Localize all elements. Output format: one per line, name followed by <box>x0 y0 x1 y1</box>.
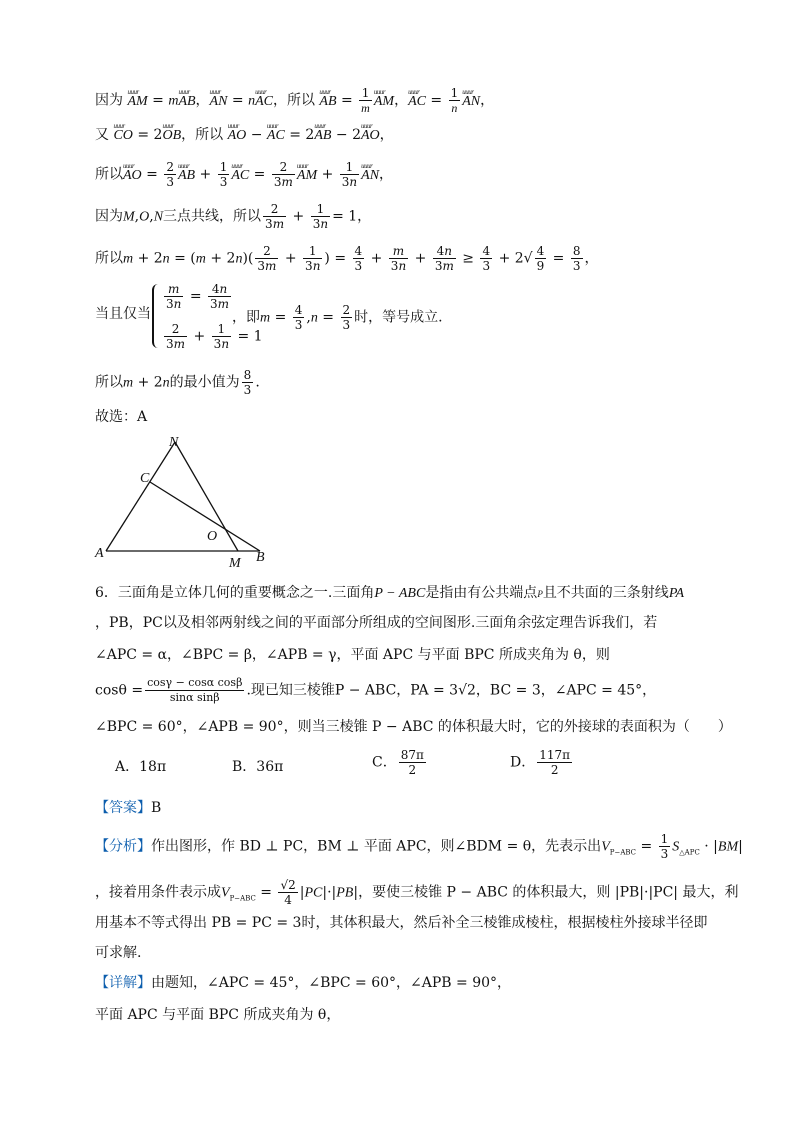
q6-line-2: ，PB，PC以及相邻两射线之间的平面部分所组成的空间图形.三面角余弦定理告诉我们，若 <box>95 615 658 631</box>
solution-line-5: 所以m + 2n = (m + 2n)( $\frac{2}{3m}$ + $\frac{1}{3n}$ ) = $\frac{4}{3}$ + $\frac{m}{3n}$ + $\frac{4n}{3m}$ ≥ $\frac{4}{3}$ + 2√ $\frac{4}{9}$ = $\frac{8}{3}$ ， <box>95 244 599 273</box>
detail-line-1: 【详解】由题知，∠APC = 45°，∠BPC = 60°，∠APB = 90°， <box>95 975 512 991</box>
analysis-line-2: ，接着用条件表示成$V_{P-ABC}$ = $\frac{√2}{4}$ |PC|·|PB|，要使三棱锥 P − ABC 的体积最大，则 |PB|·|PC| 最大，利 <box>95 878 739 907</box>
segment-AN <box>106 442 175 551</box>
system-eq-1: $\frac{m}{3n}$ = $\frac{4n}{3m}$ <box>166 282 230 311</box>
system-brace <box>152 284 162 348</box>
option-a[interactable]: A．18π <box>115 759 167 775</box>
solution-line-3: 所以uuur AO = $\frac{2}{3}$ uuur AB + $\frac{1}{3}$ uuur AC = $\frac{2}{3m}$ uuur AM + $\frac{1}{3n}$ uuur AN， <box>95 160 393 189</box>
option-d[interactable]: D． $\frac{117\pi}{2}$ <box>510 748 571 777</box>
solution-line-1: 因为 uuur AM = muuur AB，uuur AN = nuuur AC，所以 uuur AB = $\frac{1}{m}$ uuur AM，uuur AC = $\frac{1}{n}$ uuur AN， <box>95 86 494 115</box>
solution-line-4: 因为M,O,N三点共线，所以 $\frac{2}{3m}$ + $\frac{1}{3n}$ = 1， <box>95 202 372 231</box>
detail-tag: 【详解】 <box>95 975 151 991</box>
label-A: A <box>95 546 104 561</box>
analysis-line-1: 【分析】作出图形，作 BD ⊥ PC，BM ⊥ 平面 APC，则∠BDM = θ，先表示出$V_{P-ABC}$ = $\frac{1}{3}$ $S_{\triangle APC} \cdot |BM|$ <box>95 832 743 861</box>
solution-line-2: 又 uuur CO = 2uuur OB，所以 uuur AO − uuur AC = 2uuur AB − 2uuur AO， <box>95 124 394 147</box>
label-B: B <box>256 550 265 565</box>
analysis-tag: 【分析】 <box>95 838 151 855</box>
option-c[interactable]: C． $\frac{87\pi}{2}$ <box>372 748 424 777</box>
q6-line-1: 6．三面角是立体几何的重要概念之一.三面角P − ABC是指由有公共端点P且不共面的三条射线PA <box>95 585 685 601</box>
q6-line-5: ∠BPC = 60°，∠APB = 90°，则当三棱锥 P − ABC 的体积最大时，它的外接球的表面积为（ ） <box>95 719 732 735</box>
system-eq-2: $\frac{2}{3m}$ + $\frac{1}{3n}$ = 1 <box>166 322 263 351</box>
segment-CB <box>150 482 260 551</box>
analysis-line-3: 用基本不等式得出 PB = PC = 3时，其体积最大，然后补全三棱锥成棱柱，根据棱柱外接球半径即 <box>95 915 708 931</box>
option-b[interactable]: B．36π <box>232 759 284 775</box>
q6-line-3: ∠APC = α，∠BPC = β，∠APB = γ，平面 APC 与平面 BPC 所成夹角为 θ，则 <box>95 647 610 663</box>
answer-line: 【答案】B <box>95 800 162 816</box>
label-C: C <box>140 471 150 486</box>
solution-line-6: 当且仅当 <box>95 306 151 322</box>
solution-choice: 故选：A <box>95 409 148 425</box>
label-N: N <box>169 435 179 450</box>
detail-line-2: 平面 APC 与平面 BPC 所成夹角为 θ， <box>95 1007 341 1023</box>
label-O: O <box>207 529 218 544</box>
q6-line-4: cosθ = $\frac{\text{cosγ − cosα cosβ}}{\text{sinα sinβ}}$ .现已知三棱锥P − ABC，PA = 3√2，BC = 3，∠APC = 45°， <box>95 676 657 704</box>
analysis-line-4: 可求解. <box>95 945 142 961</box>
label-M: M <box>229 556 241 570</box>
solution-line-7: 所以m + 2n的最小值为 $\frac{8}{3}$ . <box>95 368 260 397</box>
answer-tag: 【答案】 <box>95 800 151 816</box>
triangle-figure <box>90 430 280 570</box>
solution-line-6b: ，即m = $\frac{4}{3}$ ,n = $\frac{2}{3}$ 时，等号成立. <box>232 303 443 332</box>
